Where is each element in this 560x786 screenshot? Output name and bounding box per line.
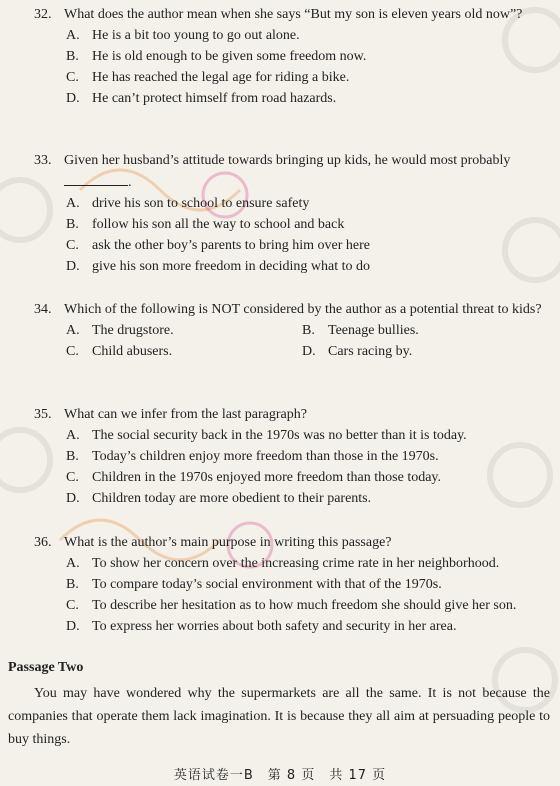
option-d[interactable]: D. He can’t protect himself from road hazards.: [66, 91, 337, 106]
option-c[interactable]: C. He has reached the legal age for riding a bike.: [66, 70, 350, 85]
option-a[interactable]: A. To show her concern over the increasing crime rate in her neighborhood.: [66, 556, 500, 571]
question-36: [0, 532, 560, 637]
passage-title: Passage Two: [8, 660, 84, 675]
option-a[interactable]: A. drive his son to school to ensure safety: [66, 196, 310, 211]
question-35: [0, 404, 560, 509]
option-d[interactable]: D. Cars racing by.: [302, 344, 413, 359]
question-number: 33.: [34, 153, 52, 168]
option-a[interactable]: A. The drugstore.: [66, 323, 174, 338]
option-c[interactable]: C. ask the other boy’s parents to bring him over here: [66, 238, 370, 253]
question-34: [0, 299, 560, 362]
page-footer: 英语试卷一B 第 8 页 共 17 页: [173, 768, 387, 783]
option-c[interactable]: C. Child abusers.: [66, 344, 173, 359]
question-number: 35.: [34, 407, 52, 422]
question-number: 36.: [34, 535, 52, 550]
question-stem: What can we infer from the last paragraph?: [64, 407, 307, 422]
option-d[interactable]: D. give his son more freedom in deciding what to do: [66, 259, 370, 274]
question-stem: Given her husband’s attitude towards bringing up kids, he would most probably: [64, 153, 511, 168]
option-c[interactable]: C. To describe her hesitation as to how much freedom she should give her son.: [66, 598, 517, 613]
question-stem: Which of the following is NOT considered by the author as a potential threat to kids?: [64, 302, 542, 317]
answer-blank[interactable]: [64, 171, 128, 186]
option-d[interactable]: D. Children today are more obedient to their parents.: [66, 491, 372, 506]
option-b[interactable]: B. Today’s children enjoy more freedom than those in the 1970s.: [66, 449, 439, 464]
option-b[interactable]: B. follow his son all the way to school and back: [66, 217, 345, 232]
passage-text: You may have wondered why the supermarkets are all the same. It is not because the companies that operate them lack imagination. It is because they all aim at persuading people to buy things.: [8, 686, 550, 747]
option-b[interactable]: B. To compare today’s social environment with that of the 1970s.: [66, 577, 442, 592]
question-number: 34.: [34, 302, 52, 317]
option-b[interactable]: B. He is old enough to be given some freedom now.: [66, 49, 367, 64]
option-c[interactable]: C. Children in the 1970s enjoyed more freedom than those today.: [66, 470, 442, 485]
question-32: [0, 4, 560, 109]
option-a[interactable]: A. The social security back in the 1970s was no better than it is today.: [66, 428, 467, 443]
question-stem: What does the author mean when she says “But my son is eleven years old now”?: [64, 7, 523, 22]
option-d[interactable]: D. To express her worries about both safety and security in her area.: [66, 619, 457, 634]
option-b[interactable]: B. Teenage bullies.: [302, 323, 419, 338]
option-a[interactable]: A. He is a bit too young to go out alone.: [66, 28, 300, 43]
question-number: 32.: [34, 7, 52, 22]
question-stem: What is the author’s main purpose in writing this passage?: [64, 535, 392, 550]
question-33: 33. Given her husband’s attitude towards bringing up kids, he would most probably . A. drive his son to school to ensure safety B. follow his son all the way to school and back C. ask the other boy’s parents to bring him over here D. give his son more freedom in deciding what to do: [0, 150, 560, 277]
